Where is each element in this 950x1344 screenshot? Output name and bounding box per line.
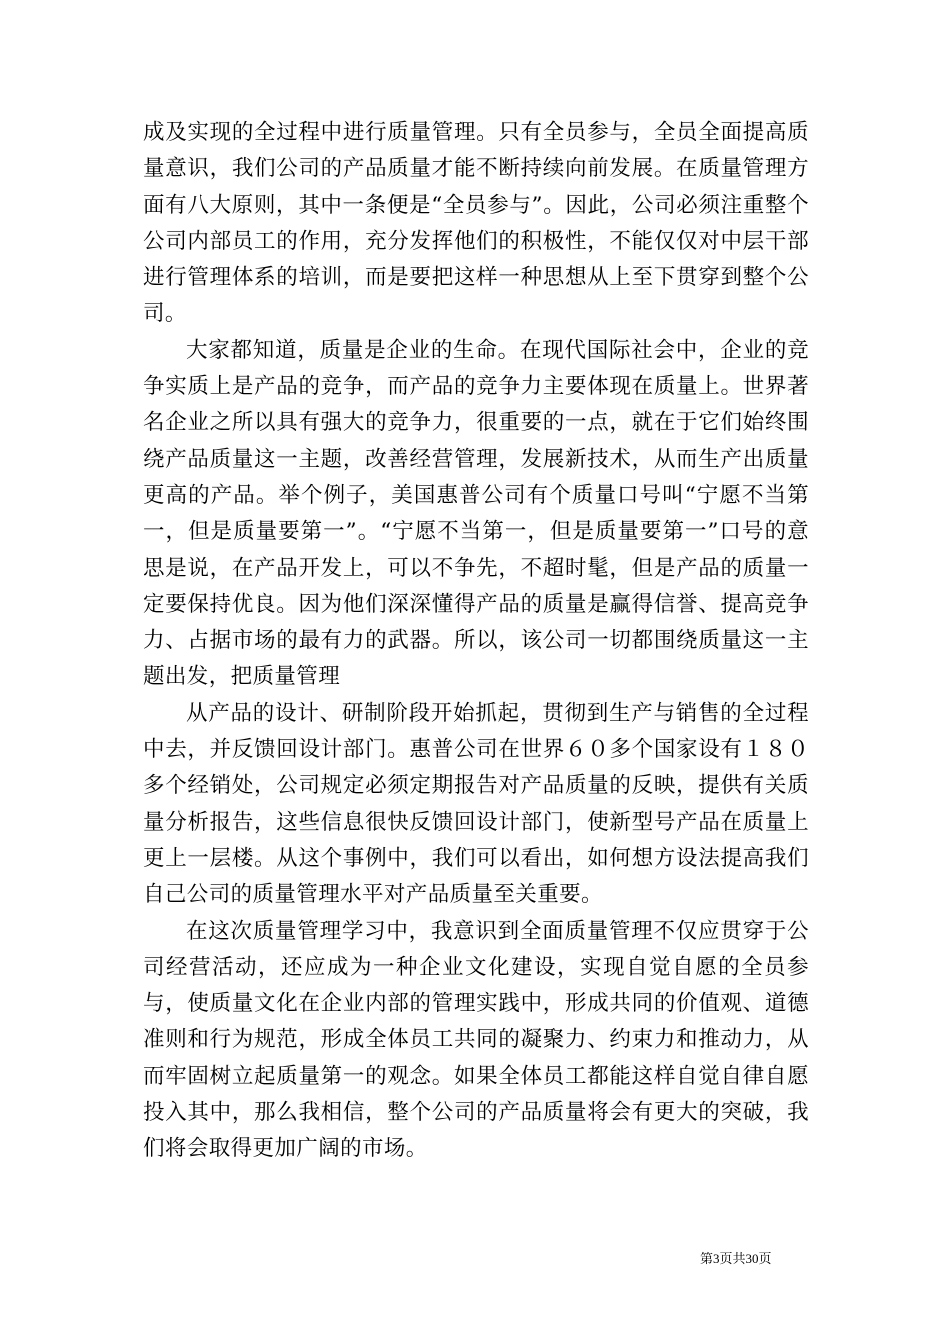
paragraph-4: 在这次质量管理学习中，我意识到全面质量管理不仅应贯穿于公司经营活动，还应成为一种企业文化建设，实现自觉自愿的全员参与，使质量文化在企业内部的管理实践中，形成共同的价值观、道德准则和行为规范，形成全体员工共同的凝聚力、约束力和推动力，从而牢固树立起质量第一的观念。如果全体员工都能这样自觉自律自愿投入其中，那么我相信，整个公司的产品质量将会有更大的突破，我们将会取得更加广阔的市场。 — [143, 918, 809, 1162]
body-text — [143, 115, 809, 1168]
paragraph-3: 从产品的设计、研制阶段开始抓起，贯彻到生产与销售的全过程中去，并反馈回设计部门。惠普公司在世界６０多个国家设有１８０多个经销处，公司规定必须定期报告对产品质量的反映，提供有关质量分析报告，这些信息很快反馈回设计部门，使新型号产品在质量上更上一层楼。从这个事例中，我们可以看出，如何想方设法提高我们自己公司的质量管理水平对产品质量至关重要。 — [143, 700, 809, 908]
paragraph-1: 成及实现的全过程中进行质量管理。只有全员参与，全员全面提高质量意识，我们公司的产品质量才能不断持续向前发展。在质量管理方面有八大原则，其中一条便是“全员参与”。因此，公司必须注重整个公司内部员工的作用，充分发挥他们的积极性，不能仅仅对中层干部进行管理体系的培训，而是要把这样一种思想从上至下贯穿到整个公司。 — [143, 120, 809, 327]
paragraph-2: 大家都知道，质量是企业的生命。在现代国际社会中，企业的竞争实质上是产品的竞争，而产品的竞争力主要体现在质量上。世界著名企业之所以具有强大的竞争力，很重要的一点，就在于它们始终围绕产品质量这一主题，改善经营管理，发展新技术，从而生产出质量更高的产品。举个例子，美国惠普公司有个质量口号叫“宁愿不当第一，但是质量要第一”。“宁愿不当第一，但是质量要第一”口号的意思是说，在产品开发上，可以不争先，不超时髦，但是产品的质量一定要保持优良。因为他们深深懂得产品的质量是赢得信誉、提高竞争力、占据市场的最有力的武器。所以，该公司一切都围绕质量这一主题出发，把质量管理 — [143, 337, 809, 690]
page-number-footer: 第3页共30页 — [700, 1251, 772, 1266]
